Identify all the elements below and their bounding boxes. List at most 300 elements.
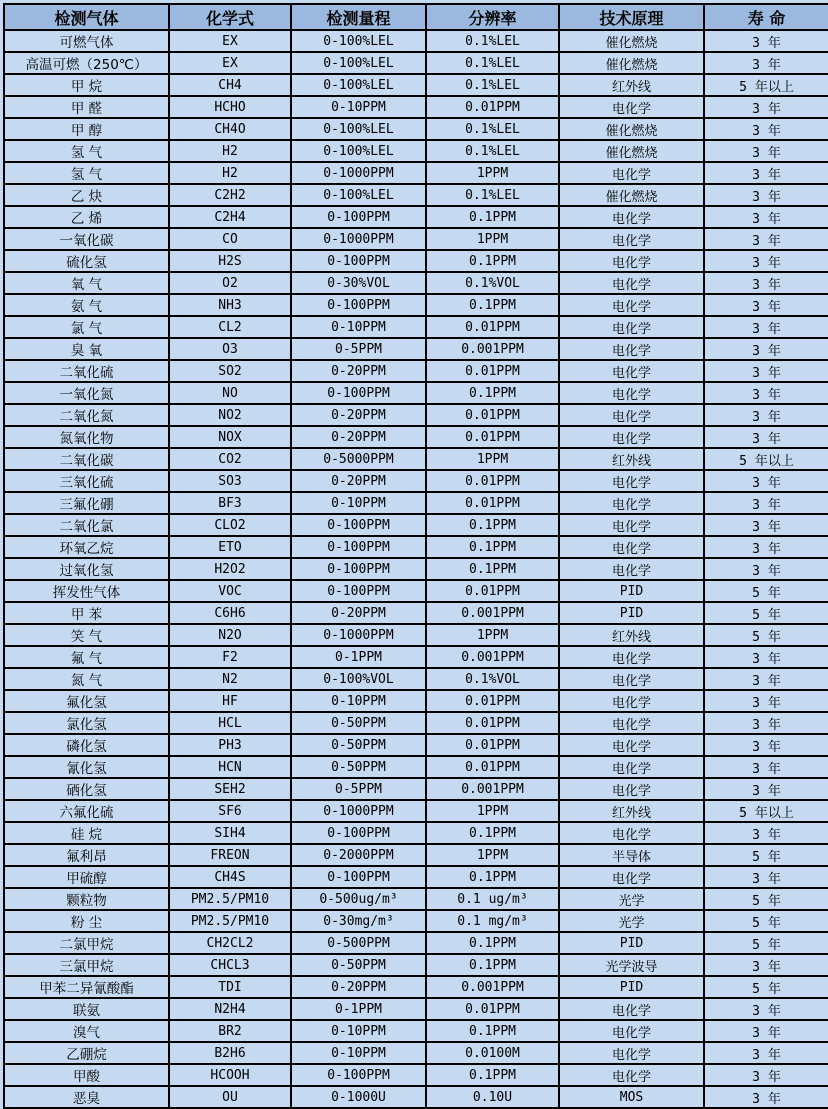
resolution-cell: 0.1PPM bbox=[426, 536, 559, 558]
table-row bbox=[4, 910, 828, 932]
technology-cell: 电化学 bbox=[559, 228, 704, 250]
table-row bbox=[4, 316, 828, 338]
chemical-formula-cell: PH3 bbox=[169, 734, 291, 756]
detection-range-cell: 0-5PPM bbox=[291, 778, 426, 800]
gas-name-cell: 甲 醛 bbox=[4, 96, 169, 118]
resolution-cell: 0.0100M bbox=[426, 1042, 559, 1064]
detection-range-cell: 0-100PPM bbox=[291, 514, 426, 536]
lifespan-cell: 3 年 bbox=[704, 690, 828, 712]
technology-cell: PID bbox=[559, 602, 704, 624]
lifespan-cell: 3 年 bbox=[704, 558, 828, 580]
technology-cell: 红外线 bbox=[559, 448, 704, 470]
detection-range-cell: 0-20PPM bbox=[291, 426, 426, 448]
detection-range-cell: 0-20PPM bbox=[291, 976, 426, 998]
lifespan-cell: 5 年 bbox=[704, 602, 828, 624]
lifespan-cell: 3 年 bbox=[704, 140, 828, 162]
chemical-formula-cell: SEH2 bbox=[169, 778, 291, 800]
lifespan-cell: 3 年 bbox=[704, 756, 828, 778]
gas-name-cell: 笑 气 bbox=[4, 624, 169, 646]
detection-range-cell: 0-100PPM bbox=[291, 822, 426, 844]
gas-name-cell: 氯化氢 bbox=[4, 712, 169, 734]
table-row bbox=[4, 800, 828, 822]
technology-cell: 光学 bbox=[559, 888, 704, 910]
resolution-cell: 1PPM bbox=[426, 448, 559, 470]
technology-cell: 电化学 bbox=[559, 514, 704, 536]
chemical-formula-cell: CO2 bbox=[169, 448, 291, 470]
detection-range-cell: 0-50PPM bbox=[291, 756, 426, 778]
lifespan-cell: 5 年以上 bbox=[704, 74, 828, 96]
technology-cell: 催化燃烧 bbox=[559, 184, 704, 206]
technology-cell: 电化学 bbox=[559, 404, 704, 426]
table-row bbox=[4, 338, 828, 360]
column-header: 寿 命 bbox=[704, 4, 828, 30]
lifespan-cell: 3 年 bbox=[704, 228, 828, 250]
chemical-formula-cell: CH2CL2 bbox=[169, 932, 291, 954]
resolution-cell: 0.01PPM bbox=[426, 756, 559, 778]
technology-cell: 电化学 bbox=[559, 690, 704, 712]
detection-range-cell: 0-100PPM bbox=[291, 1064, 426, 1086]
table-row bbox=[4, 492, 828, 514]
resolution-cell: 0.1PPM bbox=[426, 932, 559, 954]
technology-cell: 电化学 bbox=[559, 294, 704, 316]
lifespan-cell: 3 年 bbox=[704, 338, 828, 360]
technology-cell: 电化学 bbox=[559, 1020, 704, 1042]
lifespan-cell: 3 年 bbox=[704, 316, 828, 338]
chemical-formula-cell: CLO2 bbox=[169, 514, 291, 536]
resolution-cell: 0.01PPM bbox=[426, 426, 559, 448]
technology-cell: 光学 bbox=[559, 910, 704, 932]
resolution-cell: 0.1%LEL bbox=[426, 74, 559, 96]
lifespan-cell: 5 年以上 bbox=[704, 448, 828, 470]
detection-range-cell: 0-30%VOL bbox=[291, 272, 426, 294]
chemical-formula-cell: NO bbox=[169, 382, 291, 404]
lifespan-cell: 5 年以上 bbox=[704, 800, 828, 822]
technology-cell: PID bbox=[559, 976, 704, 998]
column-header: 分辨率 bbox=[426, 4, 559, 30]
chemical-formula-cell: F2 bbox=[169, 646, 291, 668]
table-row bbox=[4, 558, 828, 580]
table-row bbox=[4, 294, 828, 316]
table-row bbox=[4, 866, 828, 888]
technology-cell: 电化学 bbox=[559, 272, 704, 294]
detection-range-cell: 0-100PPM bbox=[291, 382, 426, 404]
technology-cell: 催化燃烧 bbox=[559, 52, 704, 74]
detection-range-cell: 0-1PPM bbox=[291, 646, 426, 668]
gas-name-cell: 二氧化硫 bbox=[4, 360, 169, 382]
gas-name-cell: 二氯甲烷 bbox=[4, 932, 169, 954]
chemical-formula-cell: H2 bbox=[169, 162, 291, 184]
lifespan-cell: 3 年 bbox=[704, 162, 828, 184]
lifespan-cell: 3 年 bbox=[704, 822, 828, 844]
lifespan-cell: 5 年 bbox=[704, 976, 828, 998]
detection-range-cell: 0-100PPM bbox=[291, 250, 426, 272]
table-row bbox=[4, 96, 828, 118]
column-header: 检测量程 bbox=[291, 4, 426, 30]
gas-name-cell: 臭 氧 bbox=[4, 338, 169, 360]
gas-name-cell: 恶臭 bbox=[4, 1086, 169, 1108]
chemical-formula-cell: PM2.5/PM10 bbox=[169, 888, 291, 910]
detection-range-cell: 0-50PPM bbox=[291, 712, 426, 734]
lifespan-cell: 3 年 bbox=[704, 96, 828, 118]
table-row bbox=[4, 382, 828, 404]
chemical-formula-cell: H2S bbox=[169, 250, 291, 272]
table-row bbox=[4, 470, 828, 492]
table-row bbox=[4, 30, 828, 52]
table-row bbox=[4, 668, 828, 690]
gas-name-cell: 六氟化硫 bbox=[4, 800, 169, 822]
detection-range-cell: 0-1000PPM bbox=[291, 624, 426, 646]
technology-cell: 电化学 bbox=[559, 360, 704, 382]
header-row bbox=[4, 4, 828, 30]
table-row bbox=[4, 998, 828, 1020]
detection-range-cell: 0-100PPM bbox=[291, 536, 426, 558]
table-row bbox=[4, 756, 828, 778]
detection-range-cell: 0-10PPM bbox=[291, 492, 426, 514]
lifespan-cell: 3 年 bbox=[704, 1042, 828, 1064]
resolution-cell: 0.1PPM bbox=[426, 1020, 559, 1042]
gas-name-cell: 硅 烷 bbox=[4, 822, 169, 844]
resolution-cell: 0.01PPM bbox=[426, 470, 559, 492]
gas-name-cell: 氢 气 bbox=[4, 140, 169, 162]
resolution-cell: 0.001PPM bbox=[426, 976, 559, 998]
chemical-formula-cell: SO3 bbox=[169, 470, 291, 492]
detection-range-cell: 0-30mg/m³ bbox=[291, 910, 426, 932]
chemical-formula-cell: HCHO bbox=[169, 96, 291, 118]
gas-name-cell: 硫化氢 bbox=[4, 250, 169, 272]
detection-range-cell: 0-100PPM bbox=[291, 580, 426, 602]
technology-cell: 电化学 bbox=[559, 382, 704, 404]
resolution-cell: 1PPM bbox=[426, 624, 559, 646]
chemical-formula-cell: SO2 bbox=[169, 360, 291, 382]
technology-cell: 电化学 bbox=[559, 426, 704, 448]
table-row bbox=[4, 448, 828, 470]
gas-name-cell: 甲 苯 bbox=[4, 602, 169, 624]
chemical-formula-cell: N2O bbox=[169, 624, 291, 646]
gas-name-cell: 一氧化碳 bbox=[4, 228, 169, 250]
lifespan-cell: 3 年 bbox=[704, 492, 828, 514]
technology-cell: 电化学 bbox=[559, 492, 704, 514]
detection-range-cell: 0-100%LEL bbox=[291, 74, 426, 96]
lifespan-cell: 3 年 bbox=[704, 294, 828, 316]
chemical-formula-cell: B2H6 bbox=[169, 1042, 291, 1064]
table-row bbox=[4, 536, 828, 558]
resolution-cell: 0.01PPM bbox=[426, 404, 559, 426]
lifespan-cell: 3 年 bbox=[704, 52, 828, 74]
gas-name-cell: 联氨 bbox=[4, 998, 169, 1020]
gas-name-cell: 乙硼烷 bbox=[4, 1042, 169, 1064]
resolution-cell: 0.01PPM bbox=[426, 998, 559, 1020]
detection-range-cell: 0-100PPM bbox=[291, 558, 426, 580]
chemical-formula-cell: EX bbox=[169, 30, 291, 52]
lifespan-cell: 3 年 bbox=[704, 30, 828, 52]
table-row bbox=[4, 690, 828, 712]
chemical-formula-cell: BR2 bbox=[169, 1020, 291, 1042]
chemical-formula-cell: CHCL3 bbox=[169, 954, 291, 976]
technology-cell: 电化学 bbox=[559, 756, 704, 778]
technology-cell: 红外线 bbox=[559, 624, 704, 646]
resolution-cell: 0.1PPM bbox=[426, 382, 559, 404]
resolution-cell: 0.1%LEL bbox=[426, 140, 559, 162]
technology-cell: 电化学 bbox=[559, 822, 704, 844]
lifespan-cell: 3 年 bbox=[704, 382, 828, 404]
chemical-formula-cell: TDI bbox=[169, 976, 291, 998]
detection-range-cell: 0-100%LEL bbox=[291, 140, 426, 162]
resolution-cell: 0.1PPM bbox=[426, 822, 559, 844]
table-row bbox=[4, 426, 828, 448]
gas-name-cell: 硒化氢 bbox=[4, 778, 169, 800]
gas-name-cell: 甲酸 bbox=[4, 1064, 169, 1086]
table-row bbox=[4, 646, 828, 668]
chemical-formula-cell: HCN bbox=[169, 756, 291, 778]
table-row bbox=[4, 844, 828, 866]
resolution-cell: 0.01PPM bbox=[426, 360, 559, 382]
table-row bbox=[4, 206, 828, 228]
column-header: 技术原理 bbox=[559, 4, 704, 30]
detection-range-cell: 0-10PPM bbox=[291, 690, 426, 712]
lifespan-cell: 5 年 bbox=[704, 580, 828, 602]
resolution-cell: 0.01PPM bbox=[426, 492, 559, 514]
gas-name-cell: 氰化氢 bbox=[4, 756, 169, 778]
gas-name-cell: 氮 气 bbox=[4, 668, 169, 690]
technology-cell: 电化学 bbox=[559, 712, 704, 734]
chemical-formula-cell: ETO bbox=[169, 536, 291, 558]
resolution-cell: 0.001PPM bbox=[426, 602, 559, 624]
detection-range-cell: 0-5PPM bbox=[291, 338, 426, 360]
chemical-formula-cell: O3 bbox=[169, 338, 291, 360]
chemical-formula-cell: HF bbox=[169, 690, 291, 712]
resolution-cell: 0.1%LEL bbox=[426, 52, 559, 74]
table-row bbox=[4, 404, 828, 426]
technology-cell: 电化学 bbox=[559, 1064, 704, 1086]
table-row bbox=[4, 118, 828, 140]
lifespan-cell: 3 年 bbox=[704, 536, 828, 558]
lifespan-cell: 5 年 bbox=[704, 844, 828, 866]
chemical-formula-cell: NH3 bbox=[169, 294, 291, 316]
detection-range-cell: 0-2000PPM bbox=[291, 844, 426, 866]
resolution-cell: 0.01PPM bbox=[426, 712, 559, 734]
table-row bbox=[4, 712, 828, 734]
table-row bbox=[4, 580, 828, 602]
gas-name-cell: 溴气 bbox=[4, 1020, 169, 1042]
detection-range-cell: 0-20PPM bbox=[291, 404, 426, 426]
chemical-formula-cell: C2H2 bbox=[169, 184, 291, 206]
table-row bbox=[4, 272, 828, 294]
technology-cell: PID bbox=[559, 580, 704, 602]
technology-cell: 电化学 bbox=[559, 558, 704, 580]
resolution-cell: 0.1PPM bbox=[426, 294, 559, 316]
lifespan-cell: 3 年 bbox=[704, 250, 828, 272]
technology-cell: 电化学 bbox=[559, 734, 704, 756]
chemical-formula-cell: NOX bbox=[169, 426, 291, 448]
resolution-cell: 0.1PPM bbox=[426, 558, 559, 580]
lifespan-cell: 3 年 bbox=[704, 734, 828, 756]
resolution-cell: 0.1 ug/m³ bbox=[426, 888, 559, 910]
lifespan-cell: 3 年 bbox=[704, 426, 828, 448]
lifespan-cell: 3 年 bbox=[704, 646, 828, 668]
lifespan-cell: 3 年 bbox=[704, 184, 828, 206]
lifespan-cell: 3 年 bbox=[704, 778, 828, 800]
resolution-cell: 0.001PPM bbox=[426, 646, 559, 668]
resolution-cell: 0.1PPM bbox=[426, 866, 559, 888]
technology-cell: MOS bbox=[559, 1086, 704, 1108]
resolution-cell: 0.01PPM bbox=[426, 690, 559, 712]
gas-name-cell: 磷化氢 bbox=[4, 734, 169, 756]
table-row bbox=[4, 624, 828, 646]
gas-name-cell: 乙 炔 bbox=[4, 184, 169, 206]
chemical-formula-cell: OU bbox=[169, 1086, 291, 1108]
lifespan-cell: 3 年 bbox=[704, 206, 828, 228]
table-row bbox=[4, 888, 828, 910]
detection-range-cell: 0-1000PPM bbox=[291, 162, 426, 184]
detection-range-cell: 0-100%VOL bbox=[291, 668, 426, 690]
lifespan-cell: 3 年 bbox=[704, 866, 828, 888]
resolution-cell: 0.001PPM bbox=[426, 338, 559, 360]
chemical-formula-cell: HCOOH bbox=[169, 1064, 291, 1086]
lifespan-cell: 3 年 bbox=[704, 668, 828, 690]
resolution-cell: 1PPM bbox=[426, 800, 559, 822]
resolution-cell: 0.1%VOL bbox=[426, 668, 559, 690]
chemical-formula-cell: CL2 bbox=[169, 316, 291, 338]
gas-name-cell: 乙 烯 bbox=[4, 206, 169, 228]
table-row bbox=[4, 954, 828, 976]
lifespan-cell: 5 年 bbox=[704, 932, 828, 954]
column-header: 检测气体 bbox=[4, 4, 169, 30]
technology-cell: 电化学 bbox=[559, 998, 704, 1020]
gas-name-cell: 环氧乙烷 bbox=[4, 536, 169, 558]
chemical-formula-cell: FREON bbox=[169, 844, 291, 866]
technology-cell: 电化学 bbox=[559, 162, 704, 184]
resolution-cell: 0.01PPM bbox=[426, 734, 559, 756]
gas-name-cell: 三氟化硼 bbox=[4, 492, 169, 514]
gas-name-cell: 挥发性气体 bbox=[4, 580, 169, 602]
technology-cell: 红外线 bbox=[559, 800, 704, 822]
table-row bbox=[4, 250, 828, 272]
technology-cell: 电化学 bbox=[559, 470, 704, 492]
chemical-formula-cell: H2 bbox=[169, 140, 291, 162]
technology-cell: 电化学 bbox=[559, 536, 704, 558]
chemical-formula-cell: BF3 bbox=[169, 492, 291, 514]
resolution-cell: 0.1PPM bbox=[426, 250, 559, 272]
resolution-cell: 0.1PPM bbox=[426, 206, 559, 228]
gas-name-cell: 二氧化氯 bbox=[4, 514, 169, 536]
chemical-formula-cell: O2 bbox=[169, 272, 291, 294]
gas-name-cell: 二氧化氮 bbox=[4, 404, 169, 426]
lifespan-cell: 5 年 bbox=[704, 888, 828, 910]
resolution-cell: 0.1PPM bbox=[426, 1064, 559, 1086]
detection-range-cell: 0-100%LEL bbox=[291, 30, 426, 52]
table-row bbox=[4, 1064, 828, 1086]
resolution-cell: 1PPM bbox=[426, 228, 559, 250]
gas-name-cell: 氧 气 bbox=[4, 272, 169, 294]
gas-name-cell: 氟利昂 bbox=[4, 844, 169, 866]
detection-range-cell: 0-10PPM bbox=[291, 96, 426, 118]
technology-cell: 电化学 bbox=[559, 316, 704, 338]
table-row bbox=[4, 74, 828, 96]
chemical-formula-cell: C2H4 bbox=[169, 206, 291, 228]
chemical-formula-cell: PM2.5/PM10 bbox=[169, 910, 291, 932]
resolution-cell: 0.1%LEL bbox=[426, 30, 559, 52]
chemical-formula-cell: C6H6 bbox=[169, 602, 291, 624]
table-row bbox=[4, 602, 828, 624]
gas-name-cell: 氨 气 bbox=[4, 294, 169, 316]
detection-range-cell: 0-20PPM bbox=[291, 360, 426, 382]
detection-range-cell: 0-50PPM bbox=[291, 734, 426, 756]
gas-name-cell: 氮氧化物 bbox=[4, 426, 169, 448]
gas-name-cell: 三氯甲烷 bbox=[4, 954, 169, 976]
table-row bbox=[4, 778, 828, 800]
resolution-cell: 0.1 mg/m³ bbox=[426, 910, 559, 932]
detection-range-cell: 0-10PPM bbox=[291, 316, 426, 338]
detection-range-cell: 0-100PPM bbox=[291, 206, 426, 228]
resolution-cell: 0.01PPM bbox=[426, 96, 559, 118]
table-row bbox=[4, 140, 828, 162]
table-row bbox=[4, 228, 828, 250]
detection-range-cell: 0-1PPM bbox=[291, 998, 426, 1020]
chemical-formula-cell: CO bbox=[169, 228, 291, 250]
technology-cell: 光学波导 bbox=[559, 954, 704, 976]
table-body bbox=[4, 30, 828, 1108]
table-row bbox=[4, 734, 828, 756]
lifespan-cell: 3 年 bbox=[704, 470, 828, 492]
technology-cell: 半导体 bbox=[559, 844, 704, 866]
gas-name-cell: 氯 气 bbox=[4, 316, 169, 338]
chemical-formula-cell: N2 bbox=[169, 668, 291, 690]
chemical-formula-cell: HCL bbox=[169, 712, 291, 734]
gas-name-cell: 氟 气 bbox=[4, 646, 169, 668]
lifespan-cell: 3 年 bbox=[704, 360, 828, 382]
column-header: 化学式 bbox=[169, 4, 291, 30]
gas-name-cell: 过氧化氢 bbox=[4, 558, 169, 580]
table-row bbox=[4, 1020, 828, 1042]
table-row bbox=[4, 360, 828, 382]
detection-range-cell: 0-100PPM bbox=[291, 866, 426, 888]
lifespan-cell: 3 年 bbox=[704, 1020, 828, 1042]
detection-range-cell: 0-20PPM bbox=[291, 602, 426, 624]
table-row bbox=[4, 822, 828, 844]
lifespan-cell: 3 年 bbox=[704, 404, 828, 426]
gas-name-cell: 一氧化氮 bbox=[4, 382, 169, 404]
gas-name-cell: 甲硫醇 bbox=[4, 866, 169, 888]
detection-range-cell: 0-500PPM bbox=[291, 932, 426, 954]
chemical-formula-cell: CH4O bbox=[169, 118, 291, 140]
resolution-cell: 0.01PPM bbox=[426, 316, 559, 338]
gas-name-cell: 甲苯二异氰酸酯 bbox=[4, 976, 169, 998]
chemical-formula-cell: SIH4 bbox=[169, 822, 291, 844]
technology-cell: 电化学 bbox=[559, 338, 704, 360]
lifespan-cell: 3 年 bbox=[704, 712, 828, 734]
lifespan-cell: 3 年 bbox=[704, 118, 828, 140]
detection-range-cell: 0-20PPM bbox=[291, 470, 426, 492]
chemical-formula-cell: CH4S bbox=[169, 866, 291, 888]
resolution-cell: 0.001PPM bbox=[426, 778, 559, 800]
lifespan-cell: 3 年 bbox=[704, 998, 828, 1020]
lifespan-cell: 5 年 bbox=[704, 624, 828, 646]
chemical-formula-cell: CH4 bbox=[169, 74, 291, 96]
technology-cell: 电化学 bbox=[559, 866, 704, 888]
chemical-formula-cell: VOC bbox=[169, 580, 291, 602]
technology-cell: 电化学 bbox=[559, 778, 704, 800]
table-row bbox=[4, 52, 828, 74]
technology-cell: 电化学 bbox=[559, 96, 704, 118]
gas-name-cell: 三氧化硫 bbox=[4, 470, 169, 492]
resolution-cell: 0.10U bbox=[426, 1086, 559, 1108]
technology-cell: 电化学 bbox=[559, 250, 704, 272]
detection-range-cell: 0-100%LEL bbox=[291, 52, 426, 74]
chemical-formula-cell: SF6 bbox=[169, 800, 291, 822]
table-row bbox=[4, 514, 828, 536]
table-row bbox=[4, 1042, 828, 1064]
resolution-cell: 0.1%LEL bbox=[426, 184, 559, 206]
